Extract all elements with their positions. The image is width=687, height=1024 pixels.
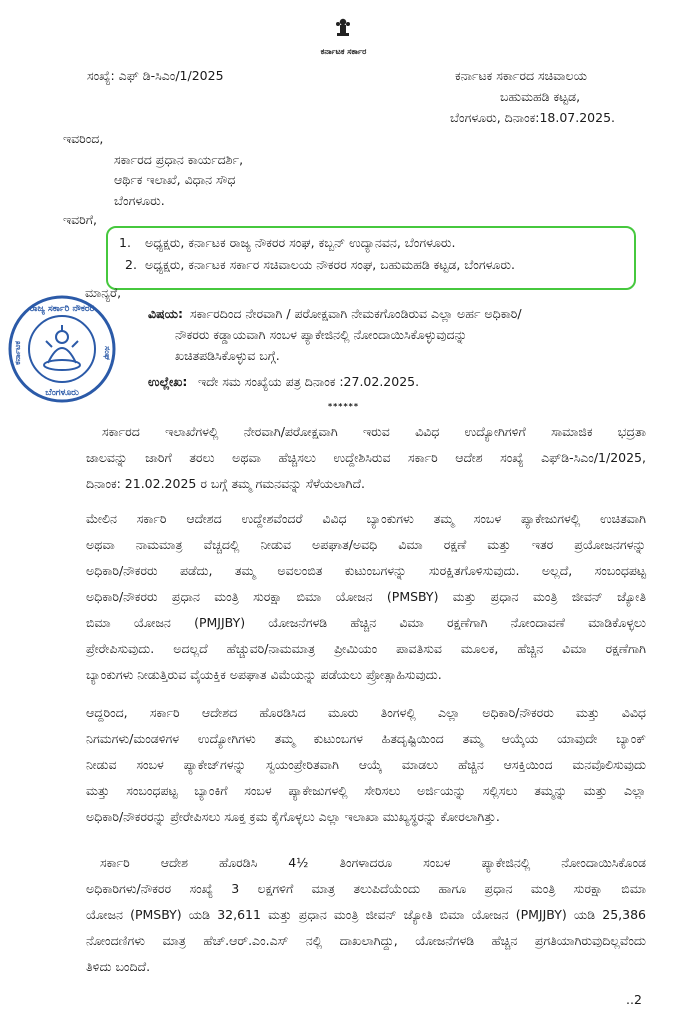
office-building: ಬಹುಮಹಡಿ ಕಟ್ಟಡ, [500,89,581,104]
paragraph-line: ಅಥವಾ ನಾಮಮಾತ್ರ ವೆಚ್ಚದಲ್ಲಿ ನೀಡುವ ಅಪಘಾತ/ಅವಧಿ ವಿಮಾ ರಕ್ಷಣೆ ಮತ್ತು ಇತರ ಪ್ರಯೋಜನಗಳನ್ನು [86,537,646,552]
svg-text:ಕರ್ನಾಟಕ: ಕರ್ನಾಟಕ [13,341,22,365]
reference-label: ಉಲ್ಲೇಖ: [148,374,188,389]
paragraph-line: ಯೋಜನ (PMSBY) ಯಡಿ 32,611 ಮತ್ತು ಪ್ರಧಾನ ಮಂತ್ರಿ ಜೀವನ್ ಜ್ಯೋತಿ ಬಿಮಾ ಯೋಜನ (PMJJBY) ಯಡಿ 25,386 [86,907,646,922]
from-line: ಸರ್ಕಾರದ ಪ್ರಧಾನ ಕಾರ್ಯದರ್ಶಿ, [114,152,244,167]
paragraph-line: ಮತ್ತು ಸಂಬಂಧಪಟ್ಟ ಬ್ಯಾಂಕಿಗೆ ಸಂಬಳ ಪ್ಯಾಕೇಜುಗಳಲ್ಲಿ ಸೇರಿಸಲು ಅರ್ಜಿಯನ್ನು ಸಲ್ಲಿಸಲು ತಮ್ಮನ್ನು ಮತ್ತು ಎಲ್ಲಾ [86,783,646,798]
paragraph-line: ನೋಂದಣಿಗಳು ಮಾತ್ರ ಹೆಚ್.ಆರ್.ಎಂ.ಎಸ್ ನಲ್ಲಿ ದಾಖಲಾಗಿದ್ದು, ಯೋಜನೆಗಳಡಿ ಹೆಚ್ಚಿನ ಪ್ರಗತಿಯಾಗಿರುವುದಿಲ್ಲವೆಂದು [86,933,646,948]
page-marker: ..2 [626,992,642,1007]
paragraph-line: ಬಿಮಾ ಯೋಜನ (PMJJBY) ಯೋಜನೆಗಳಡಿ ಹೆಚ್ಚಿನ ವಿಮಾ ರಕ್ಷಣೆಗಾಗಿ ನೋಂದಾವಣೆ ಮಾಡಿಕೊಳ್ಳಲು [86,615,646,630]
separator: ****** [327,402,360,411]
subject-line: ನೌಕರರು ಕಡ್ಡಾಯವಾಗಿ ಸಂಬಳ ಪ್ಯಾಕೇಜಿನಲ್ಲಿ ನೋಂದಾಯಿಸಿಕೊಳ್ಳುವುದನ್ನು [175,327,468,342]
paragraph [86,850,646,980]
paragraph-line: ಸರ್ಕಾರದ ಇಲಾಖೆಗಳಲ್ಲಿ ನೇರವಾಗಿ/ಪರೋಕ್ಷವಾಗಿ ಇರುವ ವಿವಿಧ ಉದ್ಯೋಗಿಗಳಿಗೆ ಸಾಮಾಜಿಕ ಭದ್ರತಾ [102,424,646,439]
subject-line: ಖಚಿತಪಡಿಸಿಕೊಳ್ಳುವ ಬಗ್ಗೆ. [175,348,280,363]
paragraph-line: ಅಧಿಕಾರಿ/ನೌಕರರು ಪ್ರಧಾನ ಮಂತ್ರಿ ಸುರಕ್ಷಾ ಬಿಮಾ ಯೋಜನ (PMSBY) ಮತ್ತು ಪ್ರಧಾನ ಮಂತ್ರಿ ಜೀವನ್ ಜ್ಯೋತಿ [86,589,646,604]
svg-text:ರಾಜ್ಯ ಸರ್ಕಾರಿ ನೌಕರರ: ರಾಜ್ಯ ಸರ್ಕಾರಿ ನೌಕರರ [29,304,95,314]
paragraph [86,419,646,497]
from-line: ಬೆಂಗಳೂರು. [114,193,165,208]
recipient-text: ಅಧ್ಯಕ್ಷರು, ಕರ್ನಾಟಕ ಸರ್ಕಾರ ಸಚಿವಾಲಯ ನೌಕರರ ಸಂಘ, ಬಹುಮಹಡಿ ಕಟ್ಟಡ, ಬೆಂಗಳೂರು. [145,257,515,272]
paragraph-line: ನೀಡುವ ಸಂಬಳ ಪ್ಯಾಕೇಜ್‌ಗಳನ್ನು ಸ್ವಯಂಪ್ರೇರಿತವಾಗಿ ಆಯ್ಕೆ ಮಾಡಲು ಹೆಚ್ಚಿನ ಆಸಕ್ತಿಯಿಂದ ಮನವೊಲಿಸುವುದು [86,757,646,772]
recipient-number: 2. [125,257,137,272]
paragraph-line: ಮೇಲಿನ ಸರ್ಕಾರಿ ಆದೇಶದ ಉದ್ದೇಶವೆಂದರೆ ವಿವಿಧ ಬ್ಯಾಂಕುಗಳು ತಮ್ಮ ಸಂಬಳ ಪ್ಯಾಕೇಜುಗಳಲ್ಲಿ ಉಚಿತವಾಗಿ [86,511,646,526]
to-label: ಇವರಿಗೆ, [63,212,97,227]
svg-text:ಸಂಘ: ಸಂಘ [103,346,112,360]
reference-number: ಸಂಖ್ಯೆ: ಎಫ್ ಡಿ-ಸಿಎಂ/1/2025 [87,68,224,83]
subject-label: ವಿಷಯ: [148,306,183,321]
reference-text: ಇದೇ ಸಮ ಸಂಖ್ಯೆಯ ಪತ್ರ ದಿನಾಂಕ :27.02.2025. [198,374,420,389]
svg-text:ಬೆಂಗಳೂರು: ಬೆಂಗಳೂರು [45,388,79,398]
recipient-number: 1. [119,235,131,250]
from-label: ಇವರಿಂದ, [63,131,104,146]
from-line: ಆರ್ಥಿಕ ಇಲಾಖೆ, ವಿಧಾನ ಸೌಧ [114,172,236,187]
association-seal-stamp [6,293,118,405]
paragraph [86,700,646,830]
paragraph-line: ಆದ್ದರಿಂದ, ಸರ್ಕಾರಿ ಆದೇಶದ ಹೊರಡಿಸಿದ ಮೂರು ತಿಂಗಳಲ್ಲಿ ಎಲ್ಲಾ ಅಧಿಕಾರಿ/ನೌಕರರು ಮತ್ತು ವಿವಿಧ [86,705,646,720]
salutation: ಮಾನ್ಯರೆ, [85,285,122,300]
paragraph-line: ನಿಗಮಗಳು/ಮಂಡಳಿಗಳ ಉದ್ಯೋಗಿಗಳು ತಮ್ಮ ಕುಟುಂಬಗಳ ಹಿತದೃಷ್ಟಿಯಿಂದ ತಮ್ಮ ಆಯ್ಕೆಯ ಯಾವುದೇ ಬ್ಯಾಂಕ್ [86,731,646,746]
paragraph-line: ಅಧಿಕಾರಿ/ನೌಕರರು ಪಡೆದು, ತಮ್ಮ ಅವಲಂಬಿತ ಕುಟುಂಬಗಳನ್ನು ಸುರಕ್ಷಿತಗೊಳಿಸುವುದು. ಅಲ್ಲದೆ, ಸಂಬಂಧಪಟ್ಟ [86,563,646,578]
paragraph-line: ಜಾಲವನ್ನು ಜಾರಿಗೆ ತರಲು ಅಥವಾ ಹೆಚ್ಚಿಸಲು ಉದ್ದೇಶಿಸಿರುವ ಸರ್ಕಾರಿ ಆದೇಶ ಸಂಖ್ಯೆ ಎಫ್‌ಡಿ-ಸಿಎಂ/1/2025, [86,450,646,465]
place-date: ಬೆಂಗಳೂರು, ದಿನಾಂಕ:18.07.2025. [450,110,615,125]
subject-line: ಸರ್ಕಾರದಿಂದ ನೇರವಾಗಿ / ಪರೋಕ್ಷವಾಗಿ ನೇಮಕಗೊಂಡಿರುವ ಎಲ್ಲಾ ಅರ್ಹ ಅಧಿಕಾರಿ/ [190,306,522,321]
paragraph-line: ಪ್ರೇರೇಪಿಸುವುದು. ಅದಲ್ಲದೆ ಹೆಚ್ಚುವರಿ/ನಾಮಮಾತ್ರ ಪ್ರೀಮಿಯಂ ಪಾವತಿಸುವ ಮೂಲಕ, ಹೆಚ್ಚಿನ ವಿಮಾ ರಕ್ಷಣೆಗಾಗಿ [86,641,646,656]
office-name: ಕರ್ನಾಟಕ ಸರ್ಕಾರದ ಸಚಿವಾಲಯ [455,68,587,83]
recipient-text: ಅಧ್ಯಕ್ಷರು, ಕರ್ನಾಟಕ ರಾಜ್ಯ ನೌಕರರ ಸಂಘ, ಕಬ್ಬನ್ ಉದ್ಯಾನವನ, ಬೆಂಗಳೂರು. [145,235,456,250]
paragraph-line: ತಿಳಿದು ಬಂದಿದೆ. [86,959,151,974]
paragraph-line: ಬ್ಯಾಂಕುಗಳು ನೀಡುತ್ತಿರುವ ವೈಯಕ್ತಿಕ ಅಪಘಾತ ವಿಮೆಯನ್ನು ಪಡೆಯಲು ಪ್ರೋತ್ಸಾಹಿಸುವುದು. [86,667,442,682]
paragraph-line: ಸರ್ಕಾರಿ ಆದೇಶ ಹೊರಡಿಸಿ 4½ ತಿಂಗಳಾದರೂ ಸಂಬಳ ಪ್ಯಾಕೇಜಿನಲ್ಲಿ ನೋಂದಾಯಿಸಿಕೊಂಡ [100,855,646,870]
paragraph-line: ಅಧಿಕಾರಿ/ನೌಕರರನ್ನು ಪ್ರೇರೇಪಿಸಲು ಸೂಕ್ತ ಕ್ರಮ ಕೈಗೊಳ್ಳಲು ಎಲ್ಲಾ ಇಲಾಖಾ ಮುಖ್ಯಸ್ಥರನ್ನು ಕೋರಲಾಗಿತ್ತು. [86,809,500,824]
government-title: ಕರ್ನಾಟಕ ಸರ್ಕಾರ [320,47,367,56]
state-emblem-icon [334,16,352,38]
paragraph-line: ಅಧಿಕಾರಿಗಳು/ನೌಕರರ ಸಂಖ್ಯೆ 3 ಲಕ್ಷಗಳಿಗೆ ಮಾತ್ರ ತಲುಪಿದೆಯೆಂದು ಹಾಗೂ ಪ್ರಧಾನ ಮಂತ್ರಿ ಸುರಕ್ಷಾ ಬಿಮಾ [86,881,646,896]
paragraph-line: ದಿನಾಂಕ: 21.02.2025 ರ ಬಗ್ಗೆ ತಮ್ಮ ಗಮನವನ್ನು ಸೆಳೆಯಲಾಗಿದೆ. [86,476,366,491]
paragraph [86,506,646,688]
